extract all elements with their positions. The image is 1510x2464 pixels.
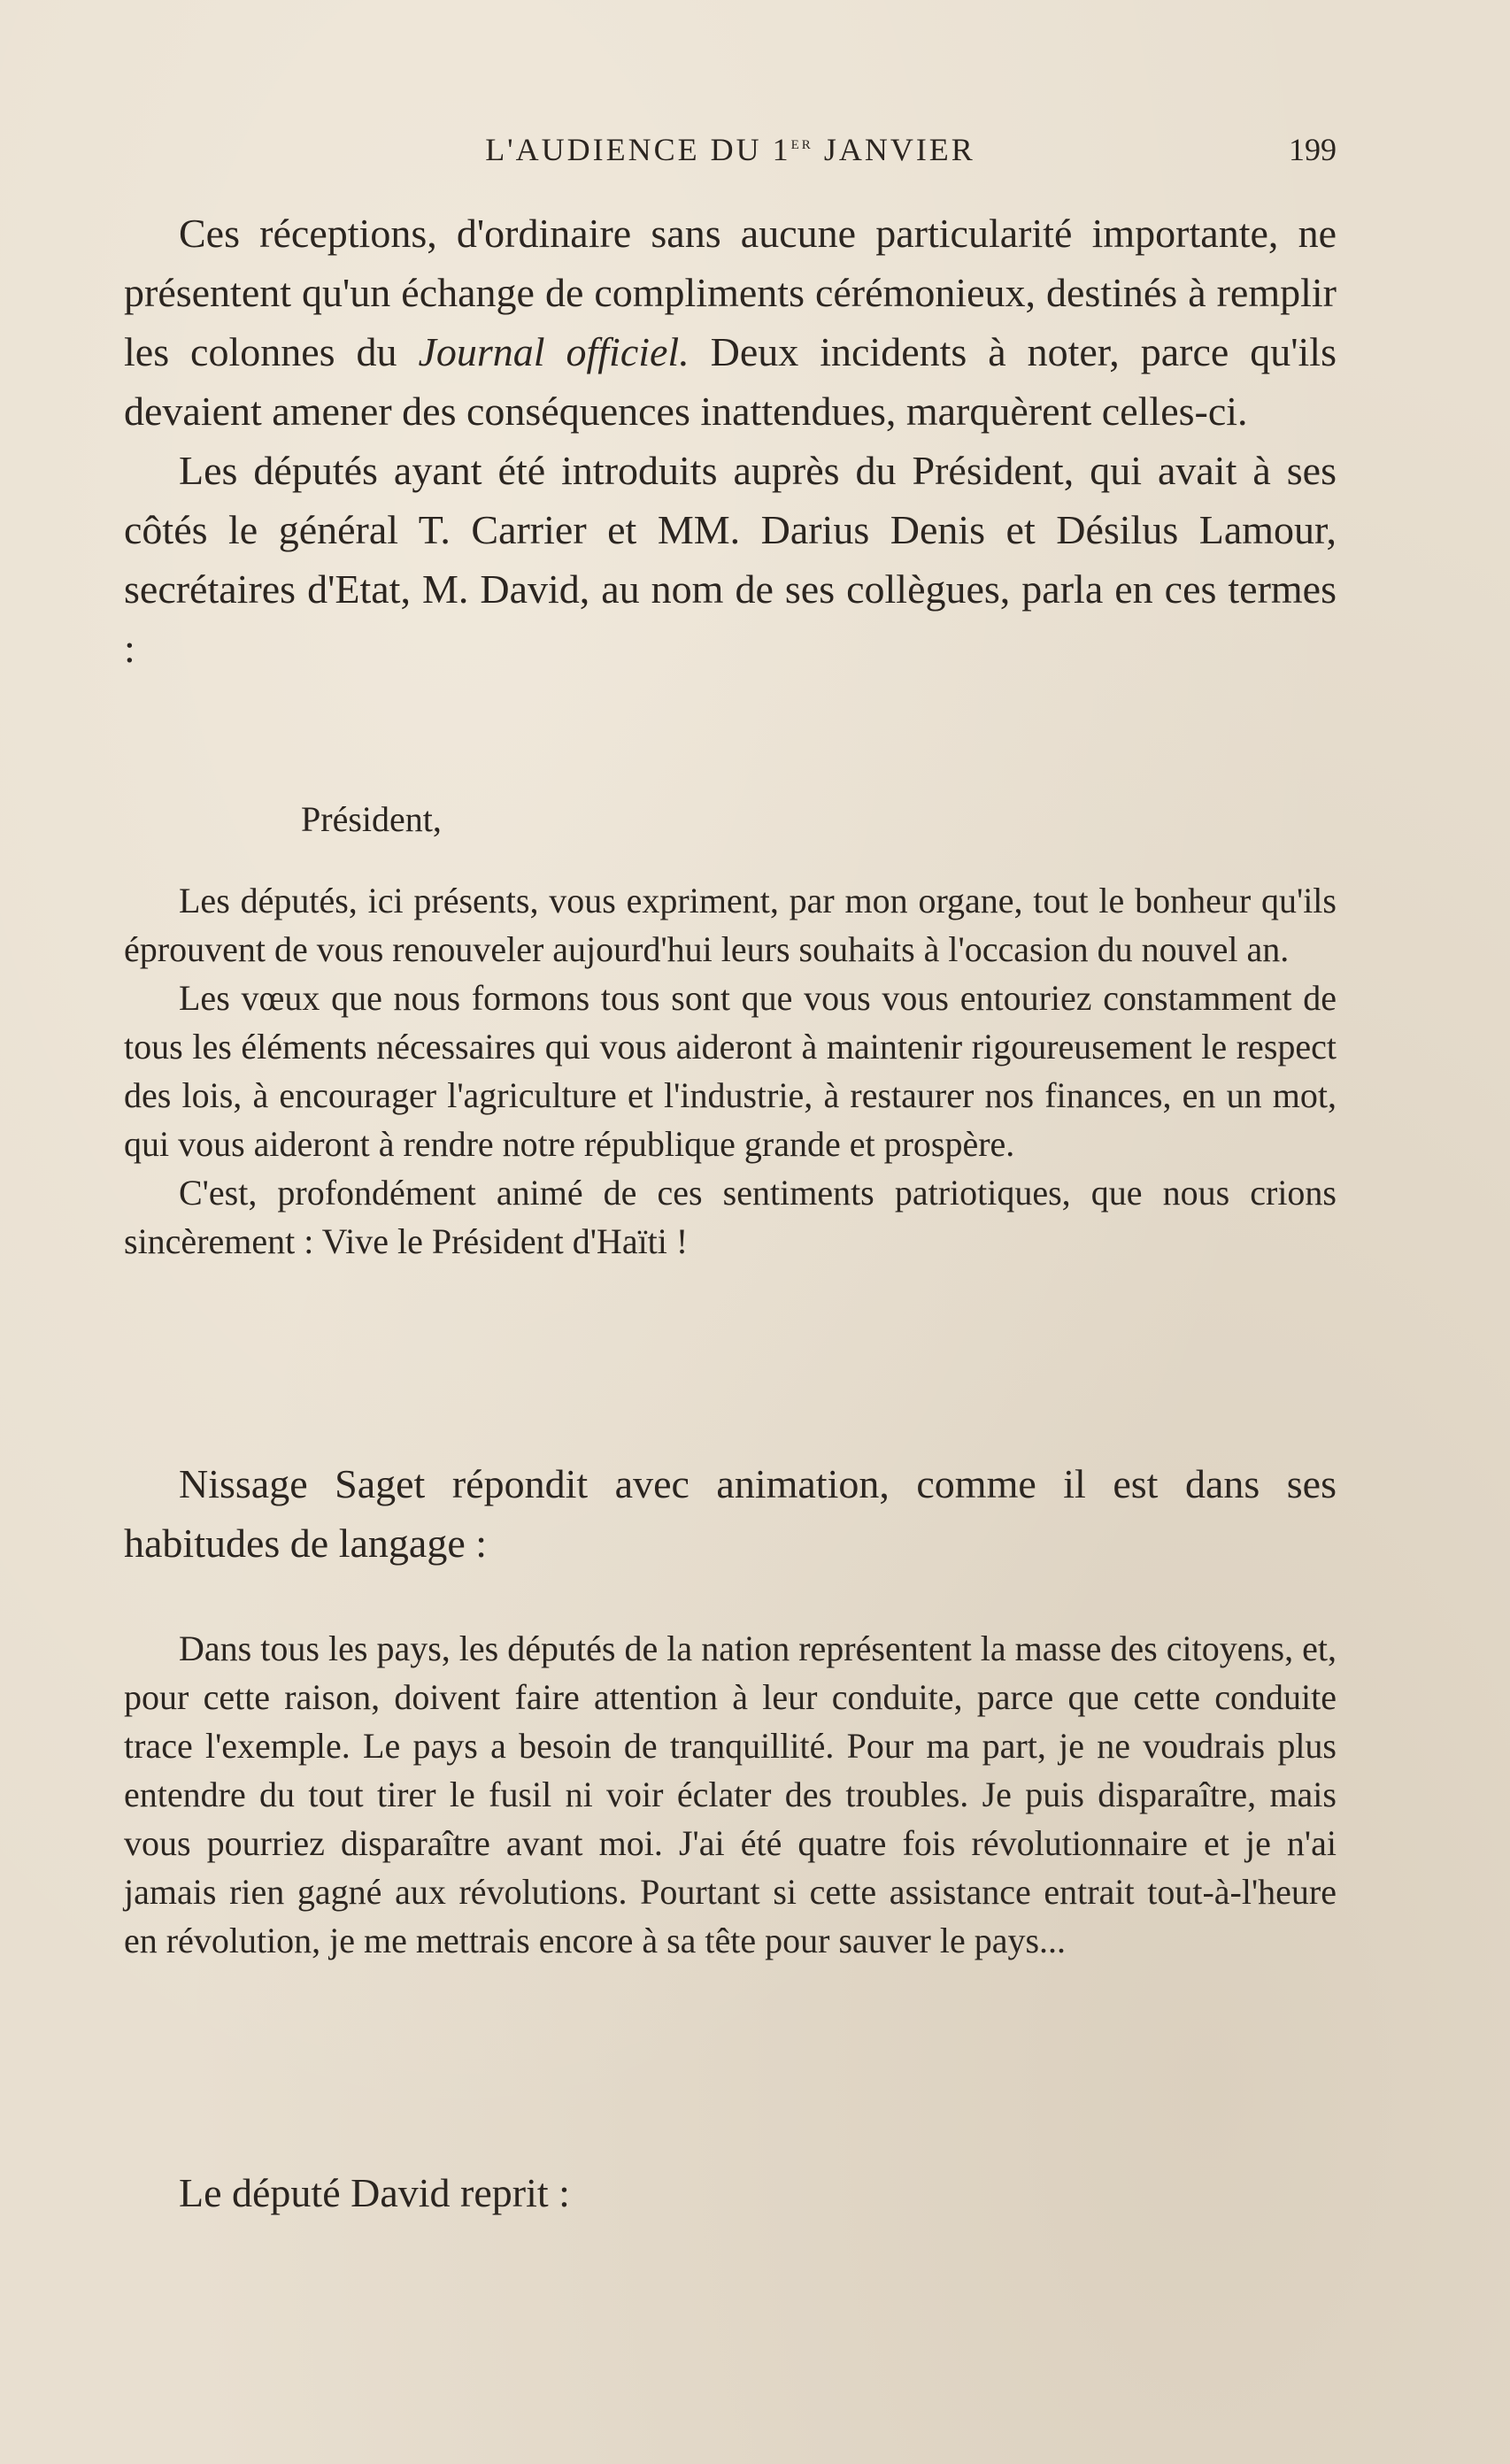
speech-david xyxy=(124,795,1337,1266)
narrative-block-1 xyxy=(124,204,1337,678)
paragraph-receptions xyxy=(124,204,1337,441)
journal-title: Journal officiel. xyxy=(418,329,690,374)
running-head-text: L'AUDIENCE DU 1 xyxy=(485,132,791,167)
paragraph-saget-reply: Nissage Saget répondit avec animation, comme il est dans ses habitudes de langage : xyxy=(124,1461,1337,1566)
page-number: 199 xyxy=(1289,132,1337,167)
speech-paragraph-3: C'est, profondément animé de ces sentiments patriotiques, que nous crions sincèrement : Vive le Président d'Haïti ! xyxy=(124,1173,1337,1261)
page-header xyxy=(124,131,1337,184)
narrative-block-2 xyxy=(124,1454,1337,1573)
paragraph-deputies: Les députés ayant été introduits auprès du Président, qui avait à ses côtés le général T. Carrier et MM. Darius Denis et Désilus Lamour, secrétaires d'Etat, M. David, au nom de ses collègues, parla en ces termes : xyxy=(124,448,1337,671)
speech-paragraph-2: Les vœux que nous formons tous sont que vous vous entouriez constamment de tous les éléments nécessaires qui vous aideront à maintenir rigoureusement le respect des lois, à encourager l'agriculture et l'industrie, à restaurer nos finances, en un mot, qui vous aideront à rendre notre république grande et prospère. xyxy=(124,978,1337,1164)
running-head xyxy=(124,131,1337,168)
speech-saget xyxy=(124,1624,1337,1965)
paragraph-text: Ces réceptions, d'ordinaire sans aucune particularité importante, ne présentent qu'un échange de compliments cérémonieux, destinés à remplir les colonnes du xyxy=(124,211,1337,374)
speech-salutation: Président, xyxy=(301,799,442,839)
narrative-block-3 xyxy=(124,2163,1337,2222)
running-head-superscript: er xyxy=(790,132,813,153)
running-head-text-end: JANVIER xyxy=(813,132,975,167)
speech-paragraph-1: Les députés, ici présents, vous expriment, par mon organe, tout le bonheur qu'ils éprouvent de vous renouveler aujourd'hui leurs souhaits à l'occasion du nouvel an. xyxy=(124,881,1337,969)
speech-paragraph: Dans tous les pays, les députés de la nation représentent la masse des citoyens, et, pour cette raison, doivent faire attention à leur conduite, parce que cette conduite trace l'exemple. Le pays a besoin de tranquillité. Pour ma part, je ne voudrais plus entendre du tout tirer le fusil ni voir éclater des troubles. Je puis disparaître, mais vous pourriez disparaître avant moi. J'ai été quatre fois révolutionnaire et je n'ai jamais rien gagné aux révolutions. Pourtant si cette assistance entrait tout-à-l'heure en révolution, je me mettrais encore à sa tête pour sauver le pays... xyxy=(124,1629,1337,1960)
paragraph-text-end: Deux incidents à noter, parce qu'ils devaient amener des conséquences inattendues, marquèrent celles-ci. xyxy=(124,329,1337,434)
paragraph-david-resumed: Le député David reprit : xyxy=(179,2170,570,2215)
